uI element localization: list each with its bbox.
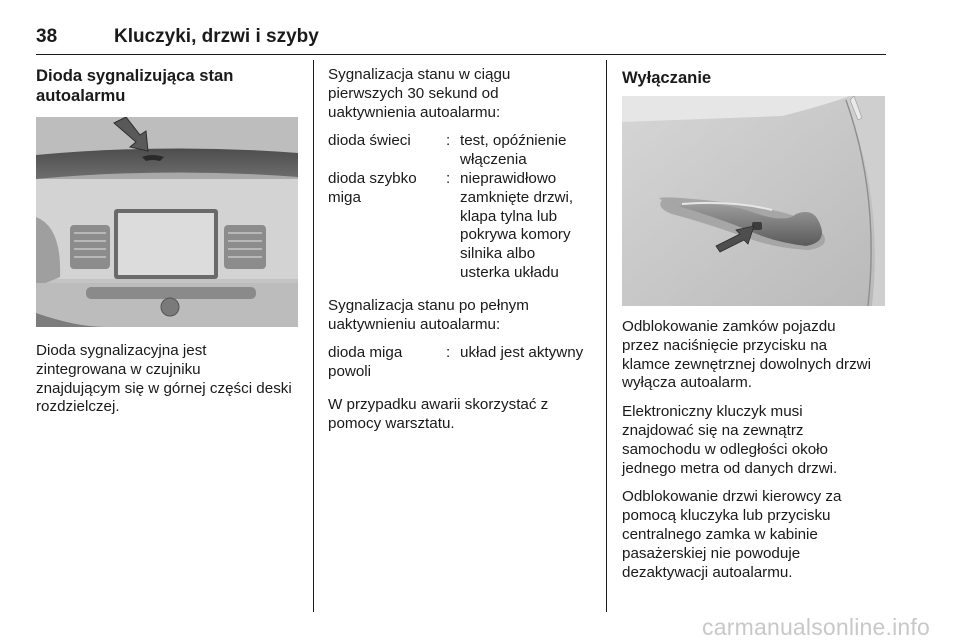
text-line: znajdować się na zewnątrz [622, 421, 804, 439]
door-handle-illustration [622, 96, 885, 306]
caption-line: zintegrowana w czujniku [36, 360, 201, 378]
text-line: uaktywnienia autoalarmu: [328, 103, 501, 121]
text-line: przez naciśnięcie przycisku na [622, 336, 828, 354]
column-divider [606, 60, 607, 612]
text-line: pasażerskiej nie powoduje [622, 544, 801, 562]
text-line: pomocą kluczyka lub przycisku [622, 507, 831, 525]
text-line: Sygnalizacja stanu po pełnym [328, 296, 529, 314]
term-cell: dioda miga powoli [328, 344, 403, 381]
text-line: Sygnalizacja stanu w ciągu [328, 66, 511, 83]
text-line: Elektroniczny kluczyk musi [622, 403, 803, 421]
separator: : [446, 132, 451, 150]
paragraph [622, 318, 892, 393]
text-line: pomocy warsztatu. [328, 414, 455, 432]
column-left [36, 66, 302, 116]
paragraph [622, 488, 892, 582]
term-cell: dioda świeci [328, 132, 411, 150]
chapter-title: Kluczyki, drzwi i szyby [114, 26, 319, 47]
dashboard-illustration [36, 117, 298, 327]
caption-line: Dioda sygnalizacyjna jest [36, 342, 207, 359]
desc-cell: nieprawidłowo zamknięte drzwi, klapa tylna lub pokrywa komory silnika albo usterka układu [460, 169, 574, 281]
section-heading: Dioda sygnalizująca stan autoalarmu [36, 66, 234, 105]
status-table-2 [328, 344, 596, 382]
outro-paragraph [328, 396, 596, 434]
term-cell: dioda szybko miga [328, 169, 417, 206]
intro-paragraph [328, 66, 596, 122]
page-header [36, 24, 886, 55]
separator: : [446, 169, 451, 187]
text-line: klamce zewnętrznej dowolnych drzwi [622, 355, 872, 373]
text-line: samochodu w odległości około [622, 440, 828, 458]
text-line: uaktywnieniu autoalarmu: [328, 315, 501, 333]
text-line: pierwszych 30 sekund od [328, 84, 499, 102]
separator: : [446, 344, 451, 362]
column-divider [313, 60, 314, 612]
text-line: Odblokowanie drzwi kierowcy za [622, 488, 842, 506]
watermark[interactable]: carmanualsonline.info [702, 614, 930, 640]
column-right [622, 68, 886, 98]
desc-cell: test, opóźnienie włączenia [460, 132, 567, 169]
column-middle [328, 66, 596, 444]
paragraph [622, 403, 892, 478]
figure-caption [36, 342, 304, 417]
intro-paragraph [328, 297, 596, 335]
text-line: dezaktywacji autoalarmu. [622, 563, 793, 581]
text-line: W przypadku awarii skorzystać z [328, 395, 549, 413]
text-line: Odblokowanie zamków pojazdu [622, 318, 836, 335]
caption-line: znajdującym się w górnej części deski [36, 379, 292, 397]
text-line: jednego metra od danych drzwi. [622, 459, 838, 477]
text-line: wyłącza autoalarm. [622, 374, 752, 392]
column-right-text [622, 318, 892, 592]
section-heading: Wyłączanie [622, 68, 712, 87]
desc-cell: układ jest aktywny [460, 344, 584, 362]
text-line: centralnego zamka w kabinie [622, 525, 818, 543]
status-table-1 [328, 132, 596, 282]
caption-line: rozdzielczej. [36, 398, 120, 416]
page-number: 38 [36, 26, 58, 47]
